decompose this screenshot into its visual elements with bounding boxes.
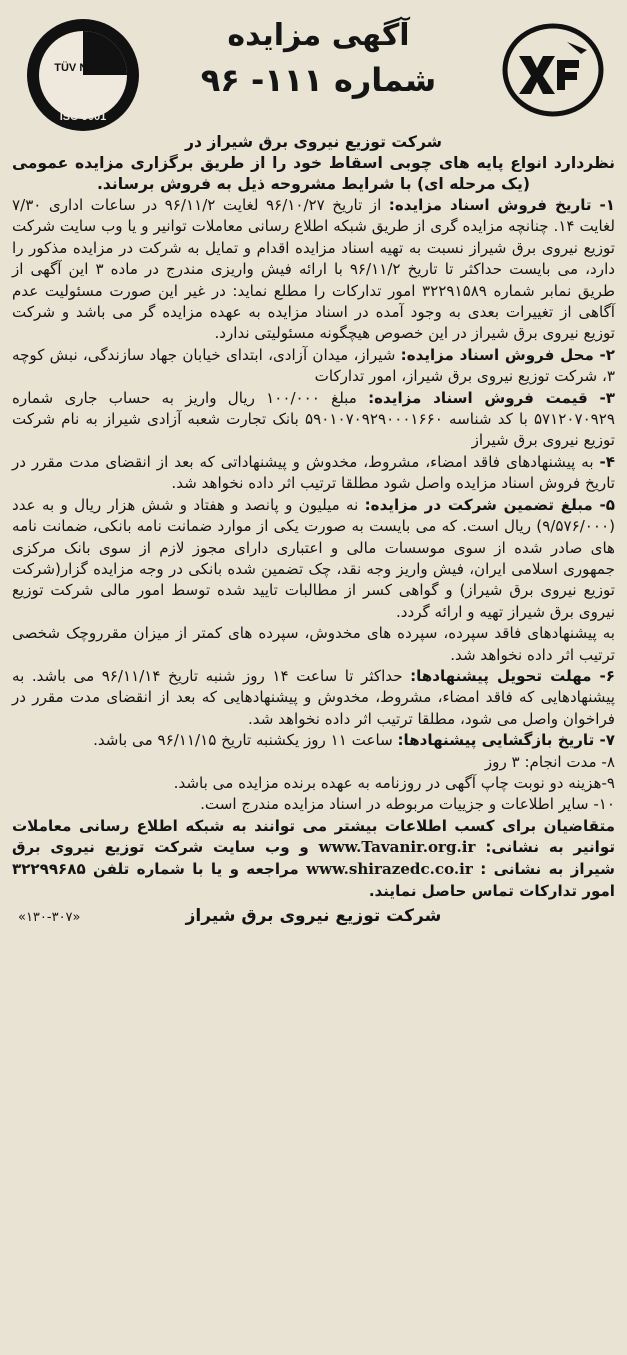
title-block xyxy=(147,16,490,102)
clause-1-label: ۱- تاریخ فروش اسناد مزایده: xyxy=(388,196,615,214)
clause-7-text: ساعت ۱۱ روز یکشنبه تاریخ ۹۶/۱۱/۱۵ می باشد. xyxy=(93,731,398,750)
notice-title: آگهی مزایده xyxy=(227,18,410,53)
clause-6-text: حداکثر تا ساعت ۱۴ روز شنبه تاریخ ۹۶/۱۱/۱۴ می باشد. به پیشنهادهایی که فاقد امضاء، مشروط، مخدوش و پیشنهادهایی که بعد از انقضای مدت مقرر در فراخوان واصل می شود، مطلقا ترتیب اثر داده نخواهد شد. xyxy=(12,666,615,728)
clause-6-label: ۶- مهلت تحویل پیشنهادها: xyxy=(410,666,615,685)
clause-3-text: مبلغ ۱۰۰/۰۰۰ ریال واریز به حساب جاری شماره ۵۷۱۲۰۷۰۹۲۹ با کد شناسه ۵۹۰۱۰۷۰۹۲۹۰۰۰۱۶۶۰ بانک تجارت شعبه آزادی شیراز به نام شرکت توزیع نیروی برق شیراز xyxy=(12,388,616,450)
intro-paragraph xyxy=(12,132,615,195)
clause-5-text: نه میلیون و پانصد و هفتاد و شش هزار ریال و به عدد (۹/۵۷۶/۰۰۰) ریال است. که می بایست به صورت یکی از موارد ضمانت نامه بانکی، ضمانت نامه های صادر شده از سوی موسسات مالی و اعتباری دارای مجوز لازم از سوی بانک مرکزی جمهوری اسلامی ایران، فیش واریز وجه نقد، چک تضمین شده بانکی در وجه مزایده گزار(شرکت توزیع نیروی برق شیراز) و گواهی کسر از مطالبات تایید شده توسط امور مالی شرکت توزیع نیروی برق شیراز تهیه و ارائه گردد. xyxy=(12,495,615,621)
clause-1 xyxy=(12,195,615,345)
tuv-nord-iso-logo-icon xyxy=(24,16,142,134)
contact-text-3: مراجعه و یا با شماره تلفن ۳۲۲۹۹۶۸۵ امور تدارکات تماس حاصل نمایند. xyxy=(12,859,615,900)
clause-4-label: ۴- xyxy=(599,452,615,471)
clause-3 xyxy=(12,388,615,452)
notice-footer xyxy=(12,904,615,932)
clause-6 xyxy=(12,666,615,730)
clause-2-text: شیراز، میدان آزادی، ابتدای خیابان جهاد سازندگی، نبش کوچه ۳، شرکت توزیع نیروی برق شیراز، امور تدارکات xyxy=(12,345,615,386)
notice-header xyxy=(12,10,615,130)
shirazedc-link[interactable]: www.shirazedc.co.ir xyxy=(306,859,473,878)
clause-2 xyxy=(12,345,615,388)
clause-9: ۹-هزینه دو نوبت چاپ آگهی در روزنامه به عهده برنده مزایده می باشد. xyxy=(173,773,615,792)
intro-line-1: شرکت توزیع نیروی برق شیراز در xyxy=(185,133,442,151)
tuv-nord-brand: TÜV NORD xyxy=(54,62,112,74)
clause-10: ۱۰- سایر اطلاعات و جزییات مربوطه در اسناد مزایده مندرج است. xyxy=(200,795,615,814)
clause-3-label: ۳- قیمت فروش اسناد مزایده: xyxy=(368,388,615,407)
iso-label: ISO 9001 xyxy=(59,111,107,123)
clause-2-label: ۲- محل فروش اسناد مزایده: xyxy=(400,345,615,364)
power-company-logo-icon xyxy=(497,20,609,120)
clause-5-label: ۵- مبلغ تضمین شرکت در مزایده: xyxy=(364,495,615,514)
contact-text-1: متقاضیان برای کسب اطلاعات بیشتر می توانند به شبکه اطلاع رسانی معاملات توانیر به نشانی: xyxy=(12,816,615,857)
clause-8: ۸- مدت انجام: ۳ روز xyxy=(484,752,615,771)
clause-1-text: از تاریخ ۹۶/۱۰/۲۷ لغایت ۹۶/۱۱/۲ در ساعات اداری ۷/۳۰ لغایت ۱۴. چنانچه مزایده گری از طریق شبکه اطلاع رسانی معاملات توانیر و یا وب سایت شرکت توزیع نیروی برق شیراز نسبت به تهیه اسناد مزایده اقدام و تمایل به شرکت در مزایده مذکور را دارد، می بایست حداکثر تا تاریخ ۹۶/۱۱/۲ با ارائه فیش واریزی مندرج در ماده ۳ این آگهی از طریق نمابر شماره ۳۲۲۹۱۵۸۹ امور تدارکات را مطلع نماید: در غیر این صورت مسئولیت عدم آگاهی از تغییرات بعدی به وجود آمده در اسناد مزایده به عهده مزایده گر می باشد و شرکت توزیع نیروی برق شیراز در این خصوص هیچگونه مسئولیتی ندارد. xyxy=(12,196,616,343)
clause-4-text: به پیشنهادهای فاقد امضاء، مشروط، مخدوش و پیشنهاداتی که بعد از انقضای مدت مقرر در تاریخ فروش اسناد مزایده واصل شود مطلقا ترتیب اثر داده نخواهد شد. xyxy=(12,452,615,493)
clause-7 xyxy=(12,730,615,751)
intro-rest: نظردارد انواع پایه های چوبی اسقاط خود را از طریق برگزاری مزایده عمومی (یک مرحله ای) با شرایط مشروحه ذیل به فروش برساند. xyxy=(12,154,615,193)
clause-4 xyxy=(12,452,615,495)
clause-5 xyxy=(12,495,615,623)
contact-text-2: و وب سایت شرکت توزیع نیروی برق شیراز به نشانی : xyxy=(12,838,615,878)
clause-5-note: به پیشنهادهای فاقد سپرده، سپرده های مخدوش، سپرده های کمتر از میزان مقرروچک شخصی ترتیب اثر داده نخواهد شد. xyxy=(12,624,615,664)
company-signature: شرکت توزیع نیروی برق شیراز xyxy=(185,906,442,927)
clause-7-label: ۷- تاریخ بازگشایی پیشنهادها: xyxy=(397,731,615,750)
contact-paragraph xyxy=(12,816,615,902)
notice-code: «۱۳۰-۳۰۷» xyxy=(18,910,81,926)
tavanir-link[interactable]: www.Tavanir.org.ir xyxy=(318,838,476,857)
notice-number: شماره ۱۱۱- ۹۶ xyxy=(200,61,437,99)
